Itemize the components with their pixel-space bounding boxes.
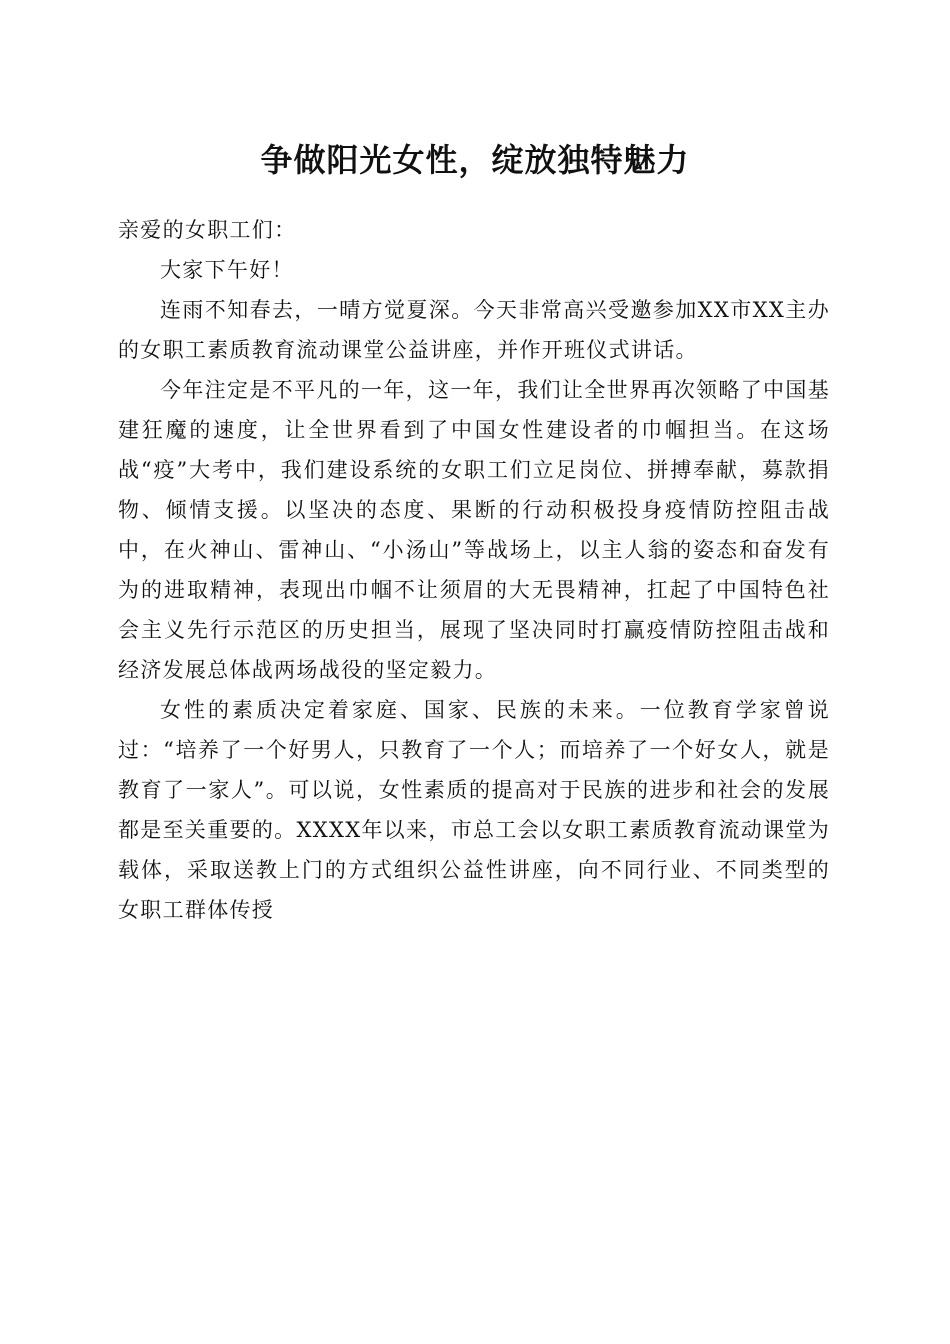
document-body xyxy=(118,210,830,930)
paragraph-education: 女性的素质决定着家庭、国家、民族的未来。一位教育学家曾说过：“培养了一个好男人，只教育了一个人；而培养了一个好女人，就是教育了一家人”。可以说，女性素质的提高对于民族的进步和社会的发展都是至关重要的。XXXX年以来，市总工会以女职工素质教育流动课堂为载体，采取送教上门的方式组织公益性讲座，向不同行业、不同类型的女职工群体传授 xyxy=(118,698,830,922)
paragraph-opening: 连雨不知春去，一晴方觉夏深。今天非常高兴受邀参加XX市XX主办的女职工素质教育流动课堂公益讲座，并作开班仪式讲话。 xyxy=(118,298,830,362)
salutation: 亲爱的女职工们： xyxy=(118,218,297,242)
document-title: 争做阳光女性，绽放独特魅力 xyxy=(260,141,690,179)
paragraph-greeting: 大家下午好！ xyxy=(160,258,294,282)
paragraph-pandemic: 今年注定是不平凡的一年，这一年，我们让全世界再次领略了中国基建狂魔的速度，让全世界看到了中国女性建设者的巾帼担当。在这场战“疫”大考中，我们建设系统的女职工们立足岗位、拼搏奉献，募款捐物、倾情支援。以坚决的态度、果断的行动积极投身疫情防控阻击战中，在火神山、雷神山、“小汤山”等战场上，以主人翁的姿态和奋发有为的进取精神，表现出巾帼不让须眉的大无畏精神，扛起了中国特色社会主义先行示范区的历史担当，展现了坚决同时打赢疫情防控阻击战和经济发展总体战两场战役的坚定毅力。 xyxy=(118,378,830,682)
